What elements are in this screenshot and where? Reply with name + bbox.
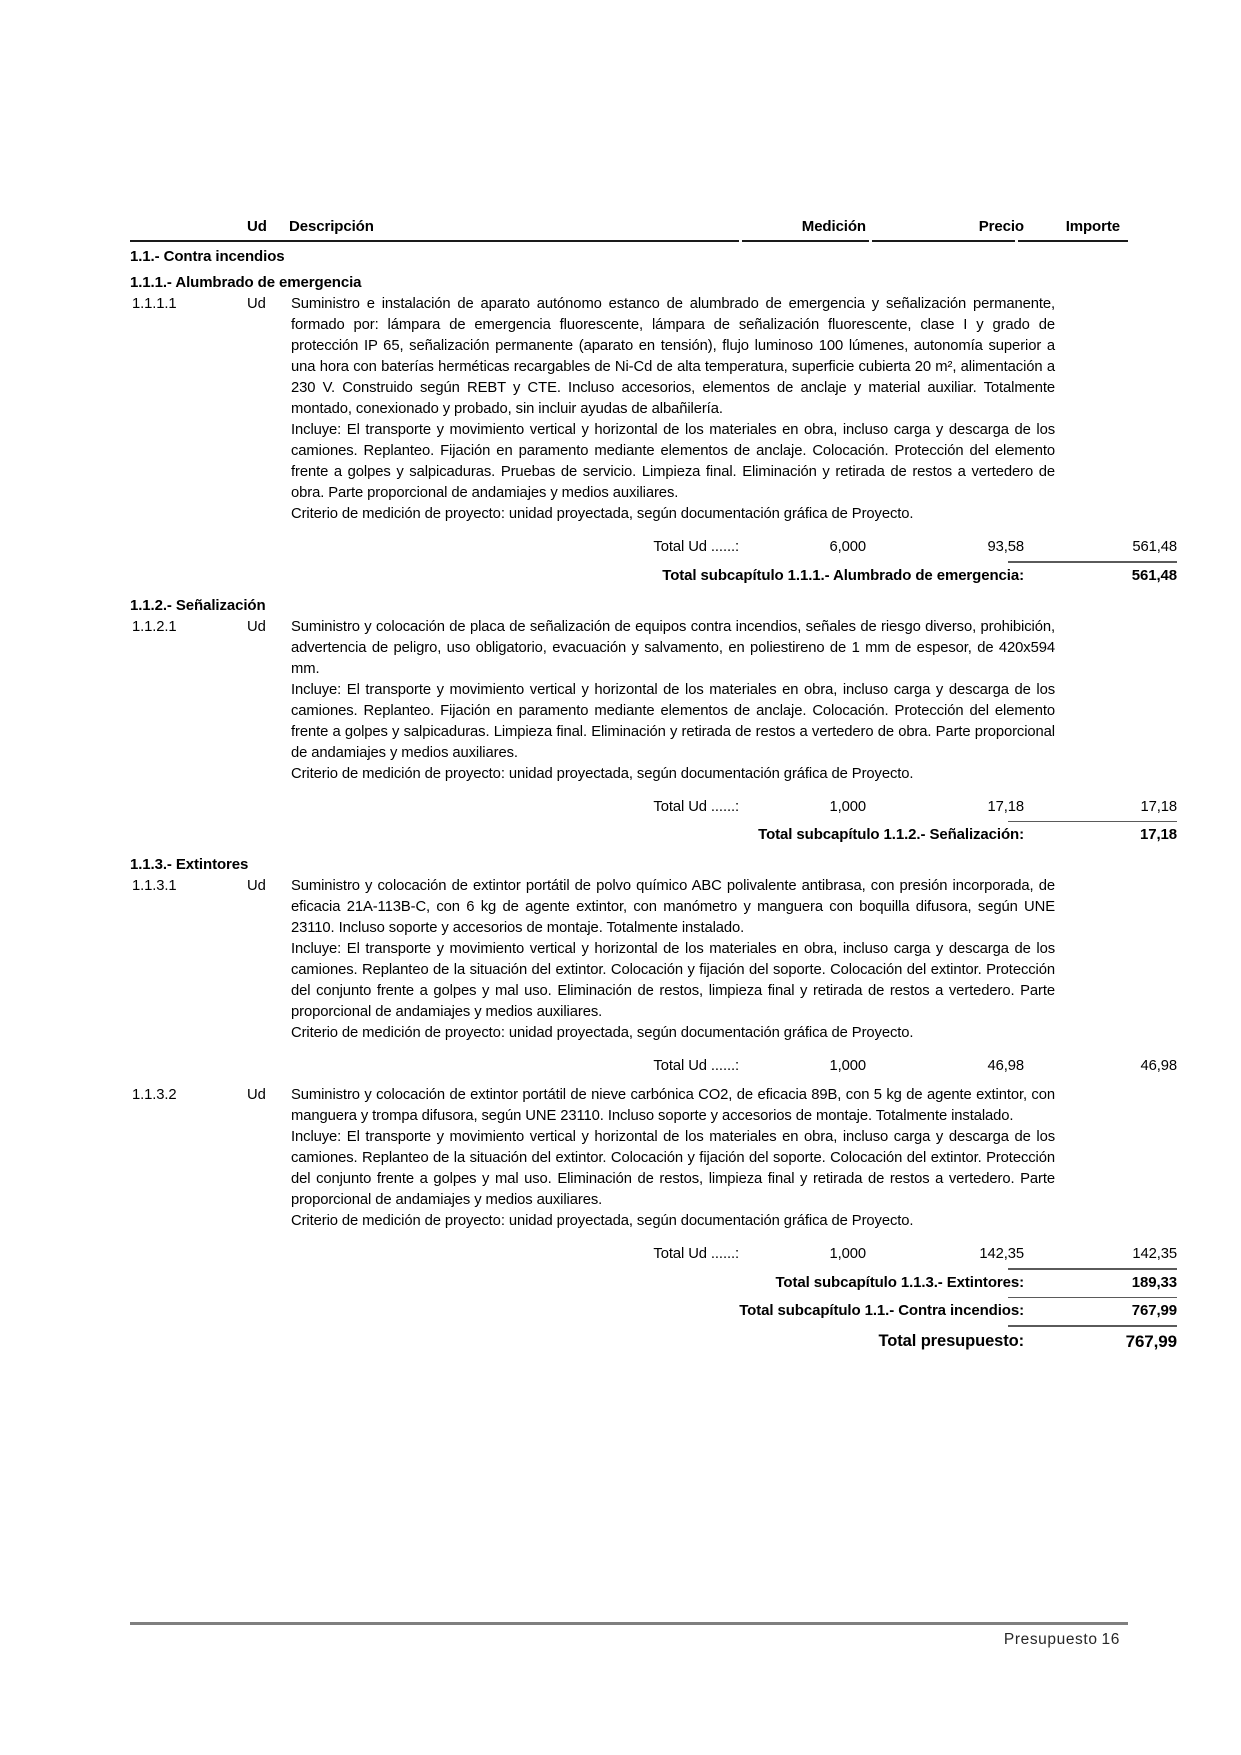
table-column-header [130,216,1177,238]
grand-total-value: 767,99 [1125,1331,1177,1351]
header-rule [130,240,1177,242]
chapter-title: 1.1.- Contra incendios [130,248,285,265]
total-importe-value: 46,98 [1140,1058,1177,1075]
item-unit: Ud [247,618,266,635]
total-ud-label: Total Ud ......: [653,798,739,815]
item-total-row [130,537,1177,558]
footer [130,1631,1120,1649]
item-unit: Ud [247,878,266,895]
subtotal-label: Total subcapítulo 1.1.3.- Extintores: [775,1273,1024,1291]
item-description-incluye: Incluye: El transporte y movimiento vertical y horizontal de los materiales en obra, incluso carga y descarga de los camiones. Replanteo. Fijación en paramento mediante elementos de anclaje. Colocación. Protección del elemento frente a golpes y salpicaduras. Limpieza final. Eliminación y retirada de restos a vertedero de obra. Parte proporcional de andamiajes y medios auxiliares. [291,681,1055,761]
chapter-subtotal-value: 767,99 [1131,1302,1177,1320]
column-header-precio: Precio [978,218,1024,235]
item-description [291,876,1055,1044]
item-unit: Ud [247,296,266,312]
total-ud-label: Total Ud ......: [653,1246,739,1263]
subtotal-row-111 [130,565,1177,587]
total-precio-value: 93,58 [987,539,1024,555]
budget-item-1131 [130,876,1177,1044]
item-description-main: Suministro y colocación de extintor portátil de polvo químico ABC polivalente antibrasa, con presión incorporada, de eficacia 21A-113B-C, con 6 kg de agente extintor, con manómetro y manguera con boquilla difusora, según UNE 23110. Incluso soporte y accesorios de montaje. Totalmente instalado. [291,878,1055,937]
subtotal-rule [1008,1325,1177,1327]
footer-rule [130,1622,1128,1625]
subchapter-title-113: 1.1.3.- Extintores [130,856,249,874]
grand-total-label: Total presupuesto: [878,1331,1024,1350]
grand-total-row [130,1331,1177,1357]
budget-item-1132 [130,1085,1177,1232]
column-header-medicion: Medición [801,218,866,235]
total-precio-value: 142,35 [979,1246,1024,1263]
item-unit: Ud [247,1087,266,1104]
chapter-subtotal-label: Total subcapítulo 1.1.- Contra incendios: [739,1302,1024,1320]
footer-label: Presupuesto [1003,1631,1098,1648]
item-total-row [130,1244,1177,1265]
column-header-descripcion: Descripción [289,218,374,235]
subtotal-value: 561,48 [1131,566,1177,584]
subtotal-rule [1008,561,1177,563]
subtotal-value: 17,18 [1139,826,1177,844]
total-medicion-value: 1,000 [829,1246,866,1263]
total-medicion-value: 6,000 [829,539,866,555]
total-medicion-value: 1,000 [829,1058,866,1075]
budget-item-1121 [130,617,1177,785]
item-description-main: Suministro y colocación de extintor portátil de nieve carbónica CO2, de eficacia 89B, con 5 kg de agente extintor, con manguera y trompa difusora, según UNE 23110. Incluso soporte y accesorios de montaje. Totalmente instalado. [291,1087,1055,1125]
total-importe-value: 142,35 [1132,1246,1177,1263]
item-code: 1.1.3.1 [132,878,177,895]
subtotal-row-113 [130,1272,1177,1294]
item-description [291,1085,1055,1232]
item-description-incluye: Incluye: El transporte y movimiento vertical y horizontal de los materiales en obra, incluso carga y descarga de los camiones. Replanteo de la situación del extintor. Colocación y fijación del soporte. Colocación del extintor. Protección del conjunto frente a golpes y mal uso. Eliminación de restos, limpieza final y retirada de restos a vertedero. Parte proporcional de andamiajes y medios auxiliares. [291,941,1055,1021]
item-description [291,294,1055,525]
item-code: 1.1.3.2 [132,1087,177,1104]
item-description-criterio: Criterio de medición de proyecto: unidad proyectada, según documentación gráfica de Proyecto. [291,1213,914,1230]
chapter-subtotal-row [130,1300,1177,1322]
item-description-criterio: Criterio de medición de proyecto: unidad proyectada, según documentación gráfica de Proyecto. [291,765,914,782]
subchapter-title-112: 1.1.2.- Señalización [130,596,266,614]
subtotal-value: 189,33 [1131,1273,1177,1291]
total-precio-value: 17,18 [987,798,1024,815]
total-ud-label: Total Ud ......: [653,539,739,555]
budget-document [130,216,1177,1357]
item-description-incluye: Incluye: El transporte y movimiento vertical y horizontal de los materiales en obra, incluso carga y descarga de los camiones. Replanteo de la situación del extintor. Colocación y fijación del soporte. Colocación del extintor. Protección del conjunto frente a golpes y mal uso. Eliminación de restos, limpieza final y retirada de restos a vertedero. Parte proporcional de andamiajes y medios auxiliares. [291,1129,1055,1209]
item-description-incluye: Incluye: El transporte y movimiento vertical y horizontal de los materiales en obra, incluso carga y descarga de los camiones. Replanteo. Fijación en paramento mediante elementos de anclaje. Colocación. Protección del elemento frente a golpes y salpicaduras. Pruebas de servicio. Limpieza final. Eliminación y retirada de restos a vertedero de obra. Parte proporcional de andamiajes y medios auxiliares. [291,422,1055,501]
item-description-main: Suministro e instalación de aparato autónomo estanco de alumbrado de emergencia y señalización permanente, formado por: lámpara de emergencia fluorescente, lámpara de señalización fluorescente, clase I y grado de protección IP 65, señalización permanente (aparato en tensión), flujo luminoso 100 lúmenes, autonomía superior a una hora con baterías herméticas recargables de Ni-Cd de alta temperatura, superficie cubierta 20 m², alimentación a 230 V. Construido según REBT y CTE. Incluso accesorios, elementos de anclaje y material auxiliar. Totalmente montado, conexionado y probado, sin incluir ayudas de albañilería. [291,296,1055,417]
total-medicion-value: 1,000 [829,798,866,815]
item-code: 1.1.2.1 [132,618,177,635]
item-description-criterio: Criterio de medición de proyecto: unidad proyectada, según documentación gráfica de Proyecto. [291,506,914,522]
item-description [291,617,1055,785]
item-description-criterio: Criterio de medición de proyecto: unidad proyectada, según documentación gráfica de Proyecto. [291,1025,914,1042]
budget-item-1111 [130,294,1177,525]
subchapter-title-111: 1.1.1.- Alumbrado de emergencia [130,274,362,291]
item-code: 1.1.1.1 [132,296,177,312]
footer-page-number: 16 [1101,1631,1120,1648]
subtotal-rule [1008,1297,1177,1299]
total-ud-label: Total Ud ......: [653,1058,739,1075]
total-importe-value: 17,18 [1140,798,1177,815]
item-total-row [130,797,1177,818]
subtotal-label: Total subcapítulo 1.1.2.- Señalización: [758,826,1024,844]
subtotal-row-112 [130,824,1177,846]
total-importe-value: 561,48 [1132,539,1177,555]
item-description-main: Suministro y colocación de placa de señalización de equipos contra incendios, señales de riesgo diverso, prohibición, advertencia de peligro, uso obligatorio, evacuación y salvamento, en poliestireno de 1 mm de espesor, de 420x594 mm. [291,618,1055,677]
subtotal-rule [1008,1268,1177,1270]
column-header-ud: Ud [247,218,267,235]
subtotal-rule [1008,821,1177,823]
total-precio-value: 46,98 [987,1058,1024,1075]
subtotal-label: Total subcapítulo 1.1.1.- Alumbrado de emergencia: [662,566,1024,584]
column-header-importe: Importe [1065,218,1120,235]
item-total-row [130,1056,1177,1077]
